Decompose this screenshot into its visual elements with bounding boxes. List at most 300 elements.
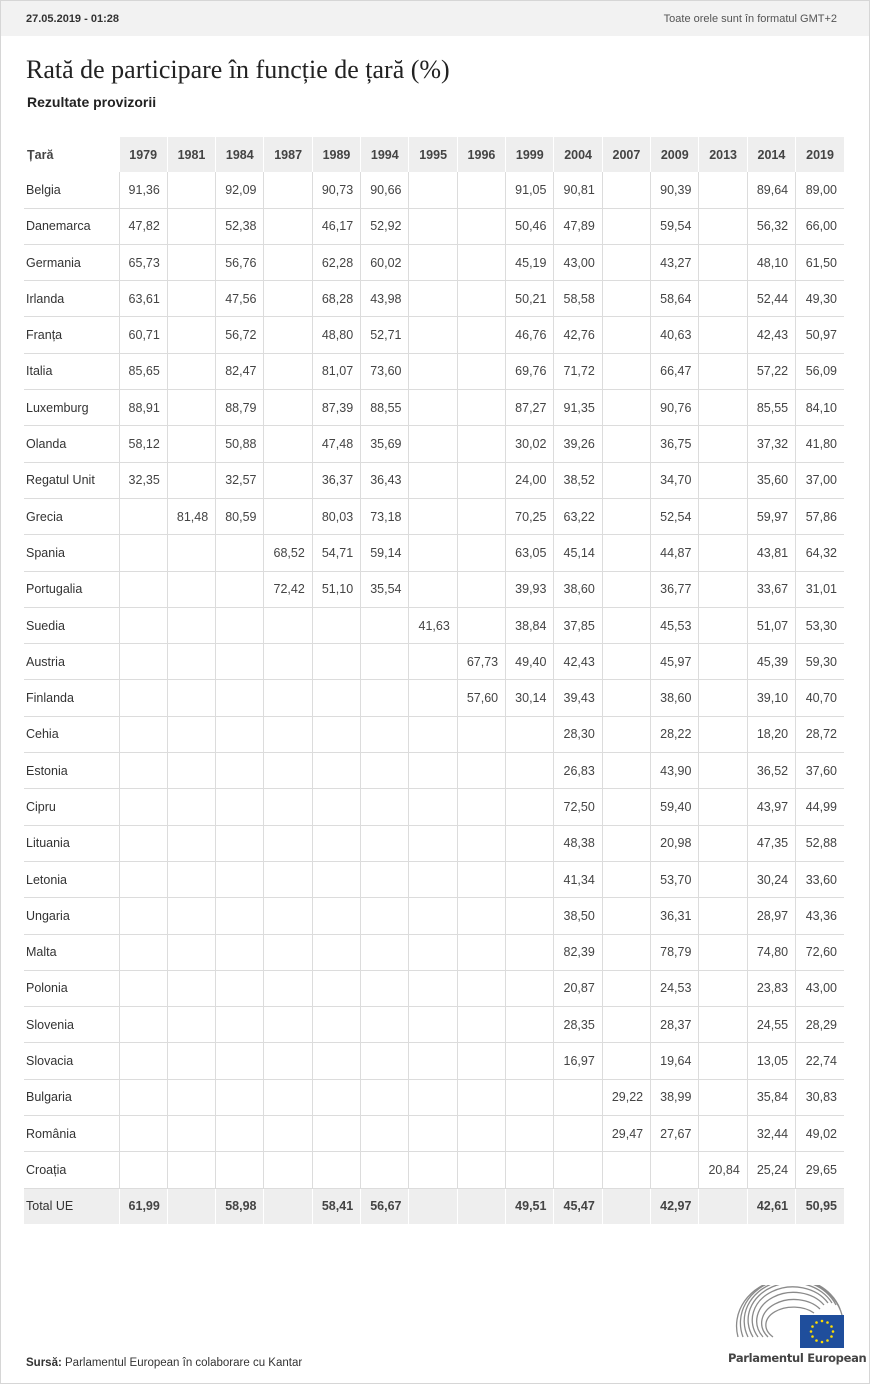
turnout-cell [602, 390, 650, 426]
turnout-cell [167, 281, 215, 317]
turnout-cell [312, 607, 360, 643]
turnout-cell [699, 208, 747, 244]
turnout-cell [167, 644, 215, 680]
turnout-cell: 59,54 [651, 208, 699, 244]
turnout-cell [216, 861, 264, 897]
turnout-cell [167, 970, 215, 1006]
turnout-cell [119, 607, 167, 643]
turnout-cell [216, 825, 264, 861]
turnout-cell [699, 571, 747, 607]
turnout-cell: 90,66 [361, 172, 409, 208]
turnout-cell [457, 535, 505, 571]
turnout-cell [361, 644, 409, 680]
turnout-cell [699, 753, 747, 789]
turnout-cell [602, 571, 650, 607]
turnout-cell [409, 1152, 457, 1188]
turnout-cell [119, 825, 167, 861]
turnout-cell [602, 1188, 650, 1224]
country-name: Polonia [24, 970, 119, 1006]
logo-text: Parlamentul European [728, 1351, 867, 1365]
table-row [24, 390, 844, 426]
turnout-cell [506, 1043, 554, 1079]
turnout-cell [699, 353, 747, 389]
turnout-cell [264, 970, 312, 1006]
turnout-cell: 22,74 [796, 1043, 844, 1079]
turnout-cell: 52,88 [796, 825, 844, 861]
table-row [24, 1116, 844, 1152]
turnout-cell [409, 1188, 457, 1224]
turnout-cell [602, 498, 650, 534]
turnout-cell [457, 861, 505, 897]
turnout-cell [602, 1007, 650, 1043]
turnout-cell [409, 680, 457, 716]
turnout-cell [361, 753, 409, 789]
turnout-cell: 52,92 [361, 208, 409, 244]
turnout-cell: 38,84 [506, 607, 554, 643]
turnout-cell [699, 607, 747, 643]
turnout-cell: 45,14 [554, 535, 602, 571]
turnout-cell [457, 898, 505, 934]
turnout-cell: 50,21 [506, 281, 554, 317]
turnout-cell [602, 172, 650, 208]
turnout-cell: 56,72 [216, 317, 264, 353]
turnout-cell [457, 208, 505, 244]
turnout-cell: 40,70 [796, 680, 844, 716]
source-text: Parlamentul European în colaborare cu Kantar [65, 1357, 303, 1369]
country-name: Italia [24, 353, 119, 389]
turnout-cell: 53,30 [796, 607, 844, 643]
turnout-cell [506, 1116, 554, 1152]
turnout-cell [506, 753, 554, 789]
table-row [24, 607, 844, 643]
turnout-cell: 59,30 [796, 644, 844, 680]
country-name: Cipru [24, 789, 119, 825]
turnout-cell [312, 1079, 360, 1115]
table-row [24, 462, 844, 498]
country-name: Total UE [24, 1188, 119, 1224]
turnout-cell: 45,97 [651, 644, 699, 680]
source-note [26, 1357, 302, 1369]
turnout-cell: 28,72 [796, 716, 844, 752]
turnout-cell: 68,28 [312, 281, 360, 317]
turnout-cell [409, 498, 457, 534]
turnout-cell [409, 934, 457, 970]
turnout-cell: 57,60 [457, 680, 505, 716]
table-row [24, 1079, 844, 1115]
turnout-cell [699, 970, 747, 1006]
turnout-cell [409, 789, 457, 825]
turnout-cell: 56,32 [747, 208, 795, 244]
column-header-year: 2009 [651, 137, 699, 172]
turnout-cell [264, 426, 312, 462]
table-row [24, 426, 844, 462]
turnout-cell [361, 1152, 409, 1188]
turnout-cell: 29,47 [602, 1116, 650, 1152]
turnout-cell: 43,81 [747, 535, 795, 571]
country-name: Austria [24, 644, 119, 680]
turnout-cell [409, 1116, 457, 1152]
turnout-cell [699, 172, 747, 208]
turnout-cell [312, 789, 360, 825]
turnout-cell: 28,35 [554, 1007, 602, 1043]
turnout-cell: 29,65 [796, 1152, 844, 1188]
turnout-cell: 44,99 [796, 789, 844, 825]
turnout-cell [361, 607, 409, 643]
table-header-row [24, 137, 844, 172]
table-row [24, 571, 844, 607]
turnout-cell [119, 644, 167, 680]
turnout-cell: 43,27 [651, 244, 699, 280]
turnout-cell [506, 1152, 554, 1188]
turnout-cell: 91,05 [506, 172, 554, 208]
turnout-cell: 90,76 [651, 390, 699, 426]
turnout-cell [216, 898, 264, 934]
turnout-cell [216, 934, 264, 970]
turnout-cell: 40,63 [651, 317, 699, 353]
country-name: Ungaria [24, 898, 119, 934]
turnout-cell [167, 934, 215, 970]
turnout-cell [119, 970, 167, 1006]
table-row [24, 353, 844, 389]
turnout-cell [457, 571, 505, 607]
table-row [24, 789, 844, 825]
turnout-cell [409, 1079, 457, 1115]
column-header-year: 1984 [216, 137, 264, 172]
turnout-cell [602, 644, 650, 680]
column-header-year: 1995 [409, 137, 457, 172]
turnout-cell [264, 1043, 312, 1079]
turnout-cell [264, 462, 312, 498]
column-header-year: 2007 [602, 137, 650, 172]
turnout-cell: 72,42 [264, 571, 312, 607]
turnout-cell [457, 390, 505, 426]
turnout-cell: 20,98 [651, 825, 699, 861]
turnout-cell [312, 825, 360, 861]
timezone-note: Toate orele sunt în formatul GMT+2 [663, 13, 837, 25]
turnout-cell: 34,70 [651, 462, 699, 498]
turnout-cell: 65,73 [119, 244, 167, 280]
turnout-cell: 50,88 [216, 426, 264, 462]
turnout-cell [167, 353, 215, 389]
turnout-cell [119, 1007, 167, 1043]
turnout-cell: 63,61 [119, 281, 167, 317]
turnout-cell [457, 353, 505, 389]
turnout-cell [264, 644, 312, 680]
turnout-cell: 60,71 [119, 317, 167, 353]
country-name: Portugalia [24, 571, 119, 607]
turnout-cell: 56,67 [361, 1188, 409, 1224]
turnout-cell [119, 1152, 167, 1188]
turnout-cell: 62,28 [312, 244, 360, 280]
turnout-cell [409, 970, 457, 1006]
turnout-cell [119, 789, 167, 825]
turnout-cell [457, 498, 505, 534]
turnout-cell [457, 934, 505, 970]
turnout-cell: 70,25 [506, 498, 554, 534]
turnout-cell [167, 172, 215, 208]
turnout-cell [699, 1116, 747, 1152]
turnout-cell [409, 208, 457, 244]
turnout-cell [264, 680, 312, 716]
page-title: Rată de participare în funcție de țară (%) [26, 55, 450, 84]
turnout-cell: 47,48 [312, 426, 360, 462]
turnout-cell: 73,60 [361, 353, 409, 389]
total-row [24, 1188, 844, 1224]
turnout-cell: 39,10 [747, 680, 795, 716]
turnout-cell: 91,35 [554, 390, 602, 426]
turnout-cell: 56,09 [796, 353, 844, 389]
turnout-cell [409, 390, 457, 426]
turnout-cell: 92,09 [216, 172, 264, 208]
turnout-cell: 81,07 [312, 353, 360, 389]
turnout-cell: 89,64 [747, 172, 795, 208]
turnout-cell [409, 462, 457, 498]
turnout-cell [264, 753, 312, 789]
turnout-cell [602, 317, 650, 353]
turnout-cell [216, 644, 264, 680]
turnout-cell: 43,98 [361, 281, 409, 317]
turnout-cell: 43,00 [796, 970, 844, 1006]
turnout-cell: 87,27 [506, 390, 554, 426]
table-row [24, 535, 844, 571]
turnout-cell: 30,02 [506, 426, 554, 462]
turnout-cell: 28,97 [747, 898, 795, 934]
turnout-cell: 49,51 [506, 1188, 554, 1224]
turnout-cell: 38,99 [651, 1079, 699, 1115]
country-name: Estonia [24, 753, 119, 789]
turnout-cell [409, 571, 457, 607]
turnout-cell [264, 1079, 312, 1115]
turnout-cell: 88,91 [119, 390, 167, 426]
turnout-cell: 51,10 [312, 571, 360, 607]
turnout-cell [457, 1116, 505, 1152]
turnout-cell [409, 898, 457, 934]
turnout-table [24, 137, 844, 1224]
turnout-cell: 37,60 [796, 753, 844, 789]
turnout-cell: 52,54 [651, 498, 699, 534]
turnout-cell [167, 680, 215, 716]
turnout-cell [167, 462, 215, 498]
turnout-cell [264, 317, 312, 353]
turnout-cell [312, 753, 360, 789]
table-row [24, 680, 844, 716]
turnout-cell [119, 861, 167, 897]
table-row [24, 861, 844, 897]
turnout-cell [409, 1007, 457, 1043]
turnout-cell: 50,95 [796, 1188, 844, 1224]
turnout-cell: 24,53 [651, 970, 699, 1006]
turnout-cell: 47,35 [747, 825, 795, 861]
turnout-cell [506, 861, 554, 897]
turnout-cell: 49,40 [506, 644, 554, 680]
turnout-cell: 47,56 [216, 281, 264, 317]
turnout-cell [602, 898, 650, 934]
column-header-year: 1996 [457, 137, 505, 172]
turnout-cell [167, 1152, 215, 1188]
turnout-cell [216, 753, 264, 789]
turnout-cell [167, 208, 215, 244]
turnout-cell [361, 1116, 409, 1152]
turnout-cell: 32,35 [119, 462, 167, 498]
turnout-cell: 60,02 [361, 244, 409, 280]
turnout-cell [264, 898, 312, 934]
turnout-cell: 63,22 [554, 498, 602, 534]
turnout-cell [506, 716, 554, 752]
turnout-cell [216, 535, 264, 571]
table-row [24, 934, 844, 970]
turnout-cell [602, 353, 650, 389]
turnout-cell [312, 970, 360, 1006]
country-name: Luxemburg [24, 390, 119, 426]
turnout-cell [167, 244, 215, 280]
country-name: România [24, 1116, 119, 1152]
turnout-cell [457, 1007, 505, 1043]
turnout-cell [409, 244, 457, 280]
turnout-cell: 37,85 [554, 607, 602, 643]
country-name: Cehia [24, 716, 119, 752]
turnout-cell [699, 244, 747, 280]
turnout-cell [361, 1007, 409, 1043]
country-name: Belgia [26, 182, 61, 197]
turnout-cell [264, 172, 312, 208]
turnout-cell: 82,39 [554, 934, 602, 970]
country-name: Finlanda [24, 680, 119, 716]
turnout-cell [699, 317, 747, 353]
turnout-cell: 35,69 [361, 426, 409, 462]
turnout-cell: 35,54 [361, 571, 409, 607]
turnout-cell [264, 607, 312, 643]
turnout-cell [216, 571, 264, 607]
turnout-cell [167, 317, 215, 353]
turnout-cell: 90,81 [554, 172, 602, 208]
turnout-cell: 48,80 [312, 317, 360, 353]
turnout-cell [506, 825, 554, 861]
turnout-cell: 51,07 [747, 607, 795, 643]
table-row [24, 317, 844, 353]
turnout-cell [651, 1152, 699, 1188]
turnout-cell: 29,22 [602, 1079, 650, 1115]
turnout-cell: 45,53 [651, 607, 699, 643]
turnout-cell: 26,83 [554, 753, 602, 789]
turnout-cell [216, 1116, 264, 1152]
turnout-cell: 45,47 [554, 1188, 602, 1224]
turnout-cell [699, 861, 747, 897]
turnout-cell: 59,97 [747, 498, 795, 534]
turnout-cell [216, 970, 264, 1006]
turnout-cell [216, 1152, 264, 1188]
country-name: Bulgaria [24, 1079, 119, 1115]
turnout-cell [602, 716, 650, 752]
turnout-cell [167, 898, 215, 934]
turnout-cell [409, 317, 457, 353]
country-name: Franța [24, 317, 119, 353]
turnout-cell: 39,26 [554, 426, 602, 462]
top-bar [1, 1, 869, 36]
turnout-cell: 42,97 [651, 1188, 699, 1224]
turnout-cell [167, 390, 215, 426]
turnout-cell: 45,39 [747, 644, 795, 680]
turnout-cell: 42,61 [747, 1188, 795, 1224]
turnout-cell: 43,97 [747, 789, 795, 825]
turnout-cell [457, 716, 505, 752]
turnout-cell [602, 1152, 650, 1188]
turnout-cell: 50,97 [796, 317, 844, 353]
turnout-cell [167, 1116, 215, 1152]
turnout-cell: 59,40 [651, 789, 699, 825]
turnout-cell: 49,30 [796, 281, 844, 317]
turnout-cell: 25,24 [747, 1152, 795, 1188]
turnout-cell [457, 1152, 505, 1188]
turnout-cell [602, 462, 650, 498]
turnout-cell [264, 498, 312, 534]
turnout-cell: 46,76 [506, 317, 554, 353]
turnout-cell: 45,19 [506, 244, 554, 280]
turnout-cell [264, 208, 312, 244]
turnout-cell [409, 535, 457, 571]
turnout-cell: 42,43 [747, 317, 795, 353]
turnout-cell [216, 716, 264, 752]
turnout-cell [602, 535, 650, 571]
turnout-cell [264, 390, 312, 426]
turnout-cell: 36,52 [747, 753, 795, 789]
turnout-cell [506, 898, 554, 934]
turnout-cell [361, 716, 409, 752]
turnout-cell [312, 861, 360, 897]
turnout-cell [216, 789, 264, 825]
turnout-cell [602, 607, 650, 643]
turnout-cell [602, 934, 650, 970]
turnout-cell [264, 1116, 312, 1152]
turnout-cell [409, 825, 457, 861]
turnout-cell: 38,60 [651, 680, 699, 716]
turnout-cell [264, 789, 312, 825]
turnout-cell [312, 898, 360, 934]
turnout-cell [699, 462, 747, 498]
country-name: Regatul Unit [24, 462, 119, 498]
table-row [24, 753, 844, 789]
turnout-cell: 54,71 [312, 535, 360, 571]
timestamp: 27.05.2019 - 01:28 [26, 13, 119, 25]
turnout-cell [506, 1007, 554, 1043]
turnout-cell: 20,87 [554, 970, 602, 1006]
turnout-cell [554, 1116, 602, 1152]
country-name: Croația [24, 1152, 119, 1188]
turnout-cell: 43,36 [796, 898, 844, 934]
turnout-cell [264, 1152, 312, 1188]
table-row [24, 281, 844, 317]
turnout-cell [699, 789, 747, 825]
turnout-cell [602, 208, 650, 244]
turnout-cell: 41,34 [554, 861, 602, 897]
table-row [24, 498, 844, 534]
turnout-cell: 35,84 [747, 1079, 795, 1115]
turnout-cell [699, 716, 747, 752]
column-header-year: 2014 [747, 137, 795, 172]
country-name: Suedia [24, 607, 119, 643]
turnout-cell: 61,99 [119, 1188, 167, 1224]
turnout-cell: 85,65 [119, 353, 167, 389]
turnout-cell: 46,17 [312, 208, 360, 244]
turnout-cell [602, 753, 650, 789]
turnout-cell: 61,50 [796, 244, 844, 280]
turnout-cell: 27,67 [651, 1116, 699, 1152]
turnout-cell [457, 1043, 505, 1079]
turnout-cell: 91,36 [119, 172, 167, 208]
turnout-cell: 48,38 [554, 825, 602, 861]
turnout-cell: 33,60 [796, 861, 844, 897]
turnout-cell [119, 571, 167, 607]
country-name: Lituania [24, 825, 119, 861]
